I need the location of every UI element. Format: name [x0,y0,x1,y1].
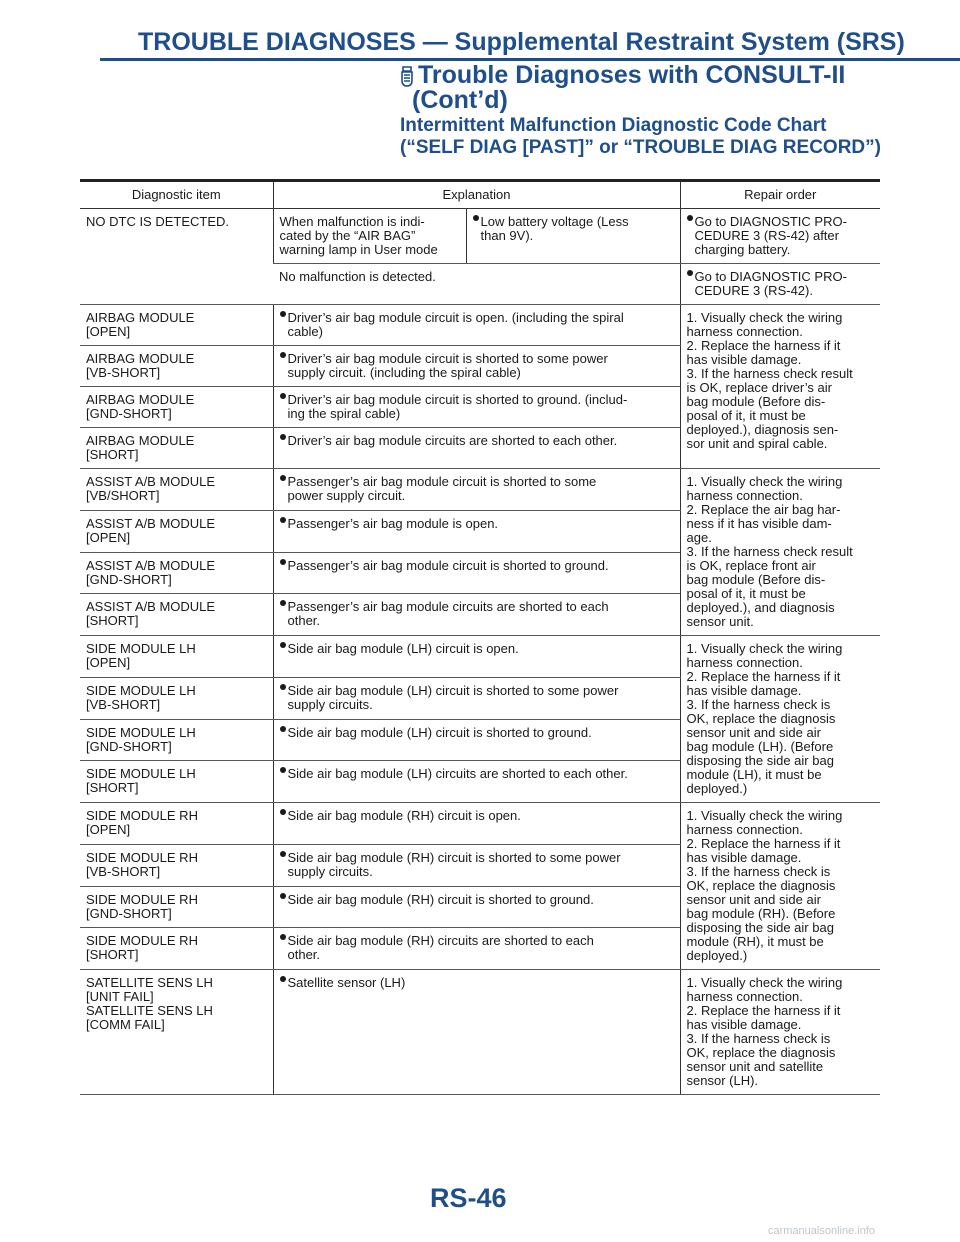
chart-title-line1: Intermittent Malfunction Diagnostic Code Chart [400,115,827,136]
diag-item-cell: SIDE MODULE LH [OPEN] [80,636,273,678]
diag-item-cell: AIRBAG MODULE [GND-SHORT] [80,387,273,428]
bullet-icon [473,215,479,221]
watermark: carmanualsonline.info [768,1225,876,1237]
chart-title-line2: (“SELF DIAG [PAST]” or “TROUBLE DIAG RECORD”) [400,137,881,158]
explanation-cell: Side air bag module (RH) circuit is shorted to some power supply circuits. [273,844,680,886]
repair-cell: 1. Visually check the wiring harness connection. 2. Replace the harness if it has visible damage. 3. If the harness check is OK, replace the diagnosis sensor unit and side air bag module (RH). (Before disposing the side air bag module (RH), it must be deployed.) [680,803,880,970]
repair-cell: Go to DIAGNOSTIC PRO- CEDURE 3 (RS-42) after charging battery. [680,209,880,264]
diag-item-cell: AIRBAG MODULE [VB-SHORT] [80,346,273,387]
explanation-cell: Side air bag module (RH) circuit is shorted to ground. [273,886,680,928]
repair-cell: 1. Visually check the wiring harness connection. 2. Replace the harness if it has visible damage. 3. If the harness check is OK, replace the diagnosis sensor unit and side air bag module (LH). (Before disposing the side air bag module (LH), it must be deployed.) [680,636,880,803]
bullet-icon [687,215,693,221]
subtitle-text: Trouble Diagnoses with CONSULT-II [418,61,846,89]
bullet-icon [280,434,286,440]
explanation-cell: Side air bag module (LH) circuit is shorted to ground. [273,719,680,761]
explanation-cell: Driver’s air bag module circuit is open. (including the spiral cable) [273,305,680,346]
bullet-icon [280,352,286,358]
explanation-cell: Driver’s air bag module circuit is shorted to ground. (includ- ing the spiral cable) [273,387,680,428]
repair-cell: 1. Visually check the wiring harness connection. 2. Replace the air bag har- ness if it has visible dam- age. 3. If the harness check result is OK, replace front air bag module (Before dis- posal of it, it must be deployed.), and diagnosis sensor unit. [680,469,880,636]
bullet-icon [280,517,286,523]
explanation-cell: Satellite sensor (LH) [273,970,680,1095]
header-repair-order: Repair order [680,181,880,209]
diag-item-cell: SIDE MODULE LH [GND-SHORT] [80,719,273,761]
bullet-icon [280,893,286,899]
diag-item-cell: ASSIST A/B MODULE [SHORT] [80,594,273,636]
explanation-cell: Passenger’s air bag module circuits are shorted to each other. [273,594,680,636]
diag-item-cell: SIDE MODULE LH [SHORT] [80,761,273,803]
repair-cell: 1. Visually check the wiring harness connection. 2. Replace the harness if it has visible damage. 3. If the harness check is OK, replace the diagnosis sensor unit and satellite sensor (LH). [680,970,880,1095]
explanation-cell: Side air bag module (RH) circuits are shorted to each other. [273,928,680,970]
bullet-icon [280,851,286,857]
explanation-cell: Side air bag module (LH) circuit is shorted to some power supply circuits. [273,677,680,719]
diag-item-cell: AIRBAG MODULE [SHORT] [80,428,273,469]
bullet-icon [280,600,286,606]
header-explanation: Explanation [273,181,680,209]
table-row [80,305,880,346]
diag-item-cell: SIDE MODULE RH [GND-SHORT] [80,886,273,928]
bullet-icon [280,559,286,565]
repair-cell: Go to DIAGNOSTIC PRO- CEDURE 3 (RS-42). [680,264,880,305]
bullet-icon [280,684,286,690]
bullet-icon [280,475,286,481]
diag-item-cell: SIDE MODULE LH [VB-SHORT] [80,677,273,719]
bullet-icon [280,767,286,773]
explanation-cell: Side air bag module (LH) circuits are shorted to each other. [273,761,680,803]
explanation-cell: Driver’s air bag module circuit is shorted to some power supply circuit. (including the spiral cable) [273,346,680,387]
diag-item-cell: SIDE MODULE RH [OPEN] [80,803,273,845]
bullet-icon [280,976,286,982]
bullet-icon [280,393,286,399]
bullet-icon [280,311,286,317]
explanation-cell: No malfunction is detected. [273,264,680,305]
page-header-title: TROUBLE DIAGNOSES — Supplemental Restraint System (SRS) [138,28,905,56]
diag-item-cell: SATELLITE SENS LH [UNIT FAIL] SATELLITE SENS LH [COMM FAIL] [80,970,273,1095]
table-row [80,970,880,1095]
diag-item-cell: ASSIST A/B MODULE [GND-SHORT] [80,552,273,594]
table-row [80,209,880,264]
explanation-cell: Side air bag module (LH) circuit is open. [273,636,680,678]
bullet-icon [280,809,286,815]
explanation-cell: Passenger’s air bag module circuit is shorted to some power supply circuit. [273,469,680,511]
bullet-icon [280,642,286,648]
explanation-cell: Passenger’s air bag module is open. [273,510,680,552]
table-row [80,469,880,511]
diag-item-cell: AIRBAG MODULE [OPEN] [80,305,273,346]
bullet-icon [687,270,693,276]
table-row [80,636,880,678]
explanation-cell: Driver’s air bag module circuits are shorted to each other. [273,428,680,469]
explanation-cell: When malfunction is indi- cated by the “AIR BAG” warning lamp in User mode [273,209,466,264]
diag-item-cell: NO DTC IS DETECTED. [80,209,273,305]
explanation-cell: Side air bag module (RH) circuit is open. [273,803,680,845]
diag-item-cell: SIDE MODULE RH [SHORT] [80,928,273,970]
bullet-icon [280,726,286,732]
diagnostic-code-table [80,179,880,1095]
table-row [80,803,880,845]
header-diagnostic-item: Diagnostic item [80,181,273,209]
srs-airbag-icon [400,65,414,87]
diag-item-cell: ASSIST A/B MODULE [VB/SHORT] [80,469,273,511]
page-number: RS-46 [430,1183,507,1213]
diag-item-cell: ASSIST A/B MODULE [OPEN] [80,510,273,552]
repair-cell: 1. Visually check the wiring harness connection. 2. Replace the harness if it has visible damage. 3. If the harness check result is OK, replace driver’s air bag module (Before dis- posal of it, it must be deployed.), diagnosis sen- sor unit and spiral cable. [680,305,880,469]
diag-item-cell: SIDE MODULE RH [VB-SHORT] [80,844,273,886]
section-title-line2: (Cont’d) [412,86,508,114]
bullet-icon [280,934,286,940]
explanation-bullet-cell: Low battery voltage (Less than 9V). [466,209,680,264]
explanation-cell: Passenger’s air bag module circuit is shorted to ground. [273,552,680,594]
